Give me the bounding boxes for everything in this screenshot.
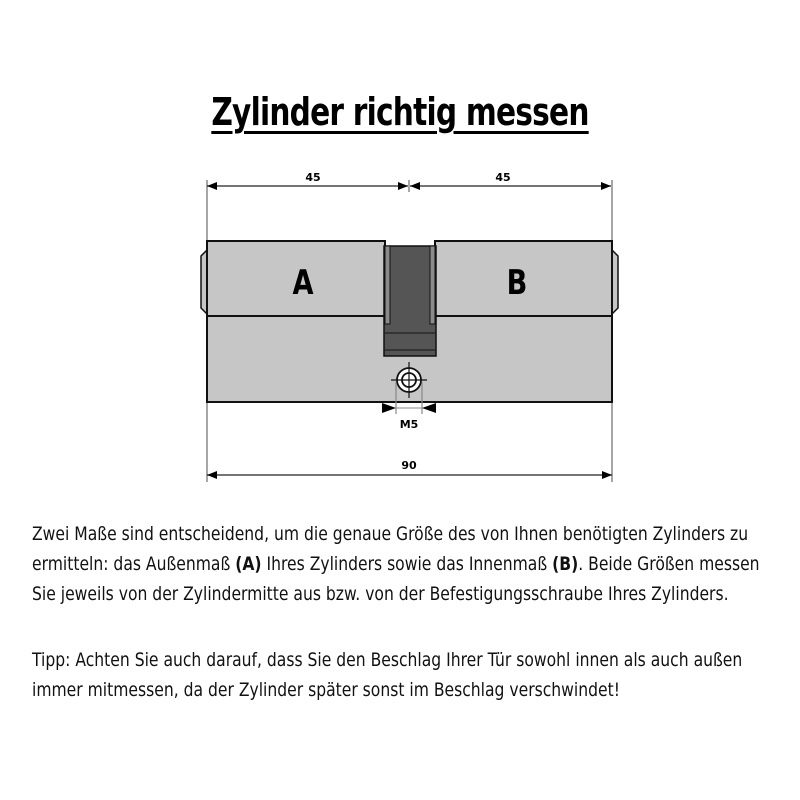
paragraph-line: ermitteln: das Außenmaß (A) Ihres Zylinders sowie das Innenmaß (B). Beide Größen messen xyxy=(32,553,760,575)
paragraph-tip xyxy=(32,645,795,705)
paragraph-line: immer mitmessen, da der Zylinder später sonst im Beschlag verschwindet! xyxy=(32,679,620,701)
paragraph-line: Zwei Maße sind entscheidend, um die genaue Größe des von Ihnen benötigten Zylinders zu xyxy=(32,523,749,545)
dimension-total-label: 90 xyxy=(401,459,417,472)
screw-arrow-left xyxy=(382,403,396,413)
paragraph-explanation xyxy=(32,519,795,609)
paragraph-line: Tipp: Achten Sie auch darauf, dass Sie den Beschlag Ihrer Tür sowohl innen als auch außen xyxy=(32,649,743,671)
paragraph-line: Sie jeweils von der Zylindermitte aus bzw. von der Befestigungsschraube Ihres Zylinders. xyxy=(32,583,729,605)
title-text: Zylinder richtig messen xyxy=(211,90,589,134)
screw-arrow-right xyxy=(422,403,436,413)
dimension-left-label: 45 xyxy=(305,171,321,184)
dimension-right-label: 45 xyxy=(495,171,511,184)
label-a: A xyxy=(292,263,314,303)
label-b: B xyxy=(506,263,528,303)
screw-label: M5 xyxy=(399,418,419,431)
cam-edge-left xyxy=(385,246,390,324)
cam-edge-right xyxy=(430,246,435,324)
cam-slot xyxy=(384,246,436,356)
